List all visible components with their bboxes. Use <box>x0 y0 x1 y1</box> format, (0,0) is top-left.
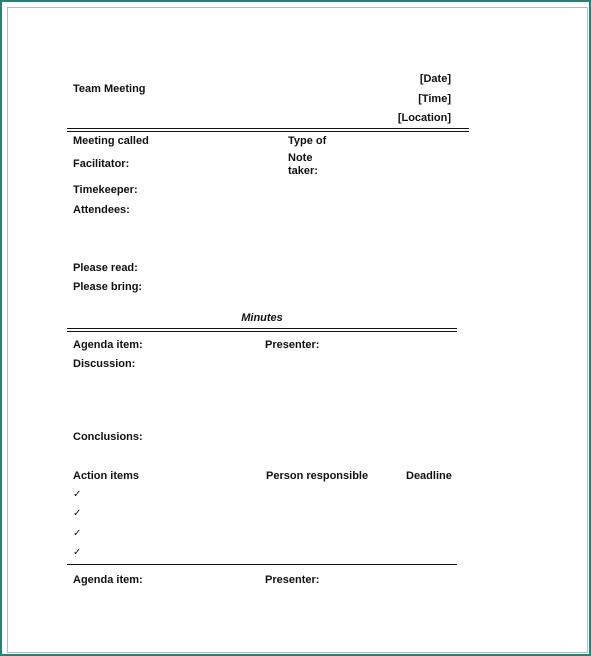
facilitator-label: Facilitator: <box>73 158 130 170</box>
meeting-title: Team Meeting <box>73 83 146 95</box>
header-rule-top <box>67 128 469 129</box>
action-items-header: Action items <box>73 470 140 482</box>
please-read-label: Please read: <box>73 262 138 274</box>
agenda-item-label-2: Agenda item: <box>73 574 143 586</box>
deadline-header: Deadline <box>406 470 452 482</box>
section-divider <box>67 564 457 565</box>
action-item-check-icon: ✓ <box>73 508 82 519</box>
note-taker-label-line2: taker: <box>288 165 318 177</box>
header-rule-bottom <box>67 131 469 132</box>
minutes-rule-top <box>67 328 457 329</box>
date-placeholder: [Date] <box>419 73 451 85</box>
action-item-check-icon: ✓ <box>73 489 82 500</box>
timekeeper-label: Timekeeper: <box>73 184 138 196</box>
agenda-item-label-1: Agenda item: <box>73 339 143 351</box>
presenter-label-1: Presenter: <box>265 339 320 351</box>
meeting-called-label: Meeting called <box>73 135 149 147</box>
attendees-label: Attendees: <box>73 204 130 216</box>
action-item-check-icon: ✓ <box>73 528 82 539</box>
minutes-rule-bottom <box>67 331 457 332</box>
type-of-label: Type of <box>288 135 327 147</box>
note-taker-label-line1: Note <box>288 152 313 164</box>
please-bring-label: Please bring: <box>73 281 143 293</box>
page-inner-border <box>7 7 588 653</box>
location-placeholder: [Location] <box>397 112 451 124</box>
presenter-label-2: Presenter: <box>265 574 320 586</box>
discussion-label: Discussion: <box>73 358 136 370</box>
minutes-heading: Minutes <box>241 312 283 324</box>
time-placeholder: [Time] <box>418 93 451 105</box>
person-responsible-header: Person responsible <box>266 470 369 482</box>
conclusions-label: Conclusions: <box>73 431 143 443</box>
action-item-check-icon: ✓ <box>73 547 82 558</box>
